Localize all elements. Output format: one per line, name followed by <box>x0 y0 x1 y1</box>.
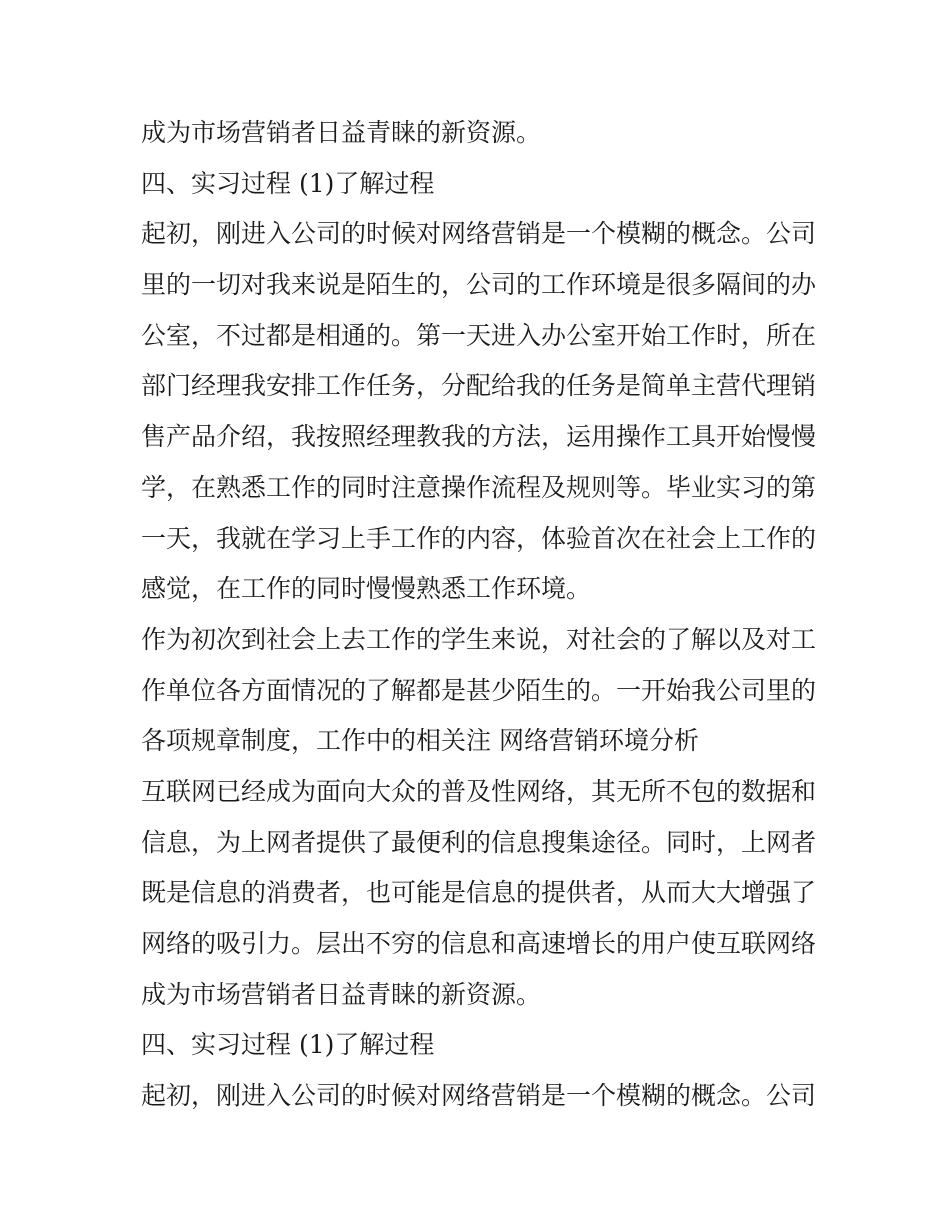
text-line: 公室，不过都是相通的。第一天进入办公室开始工作时，所在 <box>141 320 817 350</box>
text-line: 既是信息的消费者，也可能是信息的提供者，从而大大增强了 <box>141 878 817 908</box>
text-line: 各项规章制度，工作中的相关注 网络营销环境分析 <box>141 726 699 756</box>
text-line: 作为初次到社会上去工作的学生来说，对社会的了解以及对工 <box>141 624 817 654</box>
section-heading: 四、实习过程 (1)了解过程 <box>141 168 435 198</box>
text-line: 感觉，在工作的同时慢慢熟悉工作环境。 <box>141 574 592 604</box>
document-body <box>141 108 821 1122</box>
text-line: 部门经理我安排工作任务，分配给我的任务是简单主营代理销 <box>141 371 817 401</box>
text-line: 互联网已经成为面向大众的普及性网络，其无所不包的数据和 <box>141 776 817 806</box>
text-line: 网络的吸引力。层出不穷的信息和高速增长的用户使互联网络 <box>141 929 817 958</box>
text-line: 成为市场营销者日益青睐的新资源。 <box>141 979 542 1009</box>
text-line: 售产品介绍，我按照经理教我的方法，运用操作工具开始慢慢 <box>141 422 817 452</box>
text-line: 一天，我就在学习上手工作的内容，体验首次在社会上工作的 <box>141 523 817 553</box>
text-line: 作单位各方面情况的了解都是甚少陌生的。一开始我公司里的 <box>141 675 817 705</box>
text-line: 学，在熟悉工作的同时注意操作流程及规则等。毕业实习的第 <box>141 472 817 502</box>
text-line: 起初，刚进入公司的时候对网络营销是一个模糊的概念。公司 <box>141 1081 817 1111</box>
text-line: 起初，刚进入公司的时候对网络营销是一个模糊的概念。公司 <box>141 219 817 249</box>
text-line: 信息，为上网者提供了最便利的信息搜集途径。同时，上网者 <box>141 827 817 857</box>
text-line: 成为市场营销者日益青睐的新资源。 <box>141 118 542 147</box>
text-line: 里的一切对我来说是陌生的，公司的工作环境是很多隔间的办 <box>141 270 817 300</box>
section-heading: 四、实习过程 (1)了解过程 <box>141 1030 435 1060</box>
